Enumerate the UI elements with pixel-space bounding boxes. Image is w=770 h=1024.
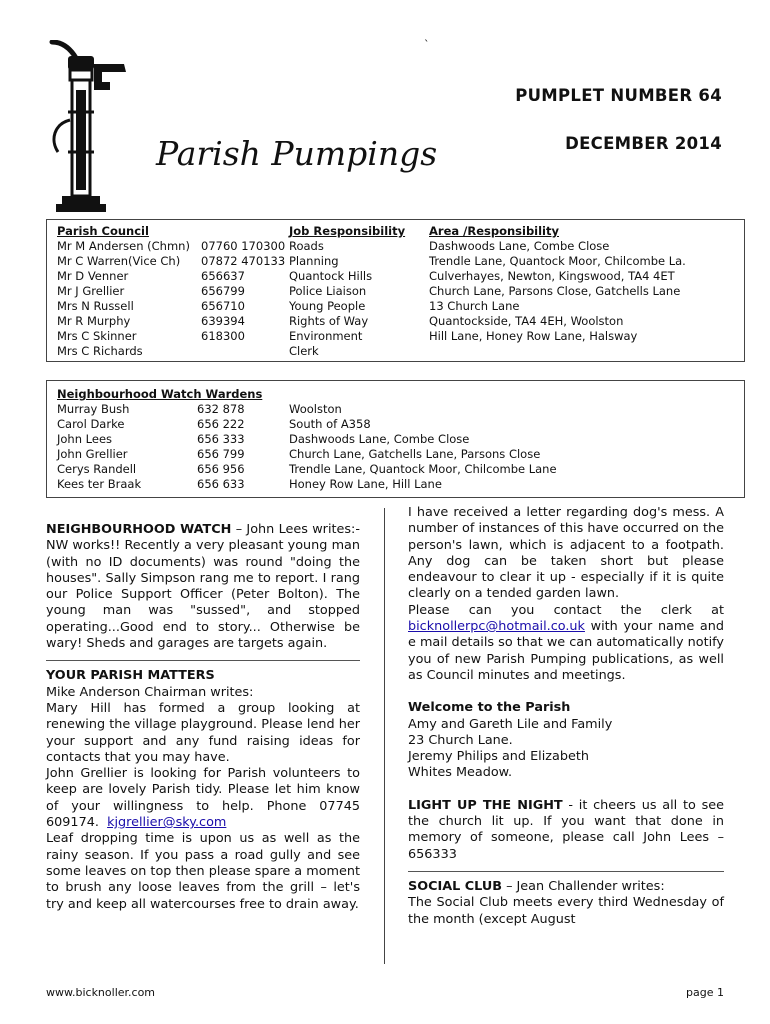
- contact-pre: Please can you contact the clerk at: [408, 602, 724, 618]
- member-area: Hill Lane, Honey Row Lane, Halsway: [429, 329, 638, 343]
- warden-area: Church Lane, Gatchells Lane, Parsons Close: [289, 447, 541, 461]
- social-heading: SOCIAL CLUB: [408, 878, 502, 894]
- warden-name: Cerys Randell: [57, 462, 137, 476]
- playground-paragraph: Mary Hill has formed a group looking at renewing the village playground. Please lend her your support and any fund raising ideas for contacts that you may have.: [46, 700, 360, 765]
- member-name: Mr D Venner: [57, 269, 129, 283]
- volunteers-text: John Grellier is looking for Parish volunteers to keep are lovely Parish tidy. Please let him know of your willingness to help. Phone 07745 609174.: [46, 766, 360, 831]
- header-parish-council: Parish Council: [57, 224, 149, 238]
- member-phone: 07760 170300: [201, 239, 286, 253]
- member-area: Culverhayes, Newton, Kingswood, TA4 4ET: [429, 269, 675, 283]
- member-phone: 07872 470133: [201, 254, 286, 268]
- table-header: [47, 387, 744, 402]
- table-header: [47, 224, 744, 239]
- table-row: [47, 329, 744, 344]
- table-row: [47, 284, 744, 299]
- table-row: [47, 269, 744, 284]
- warden-area: Woolston: [289, 402, 342, 416]
- member-area: Church Lane, Parsons Close, Gatchells Lane: [429, 284, 681, 298]
- member-job: Young People: [289, 299, 366, 313]
- footer-page-number: page 1: [686, 986, 724, 999]
- warden-area: Dashwoods Lane, Combe Close: [289, 432, 470, 446]
- member-name: Mrs C Skinner: [57, 329, 137, 343]
- member-area: Dashwoods Lane, Combe Close: [429, 239, 610, 253]
- member-job: Planning: [289, 254, 339, 268]
- member-job: Roads: [289, 239, 324, 253]
- member-phone: 656710: [201, 299, 245, 313]
- header-area: Area /Responsibility: [429, 224, 559, 238]
- contact-paragraph: [408, 603, 724, 684]
- warden-area: South of A358: [289, 417, 371, 431]
- parish-council-table: [46, 219, 745, 362]
- welcome-heading: Welcome to the Parish: [408, 700, 571, 716]
- grellier-email-link[interactable]: kjgrellier@sky.com: [107, 815, 227, 831]
- warden-name: John Lees: [57, 432, 113, 446]
- warden-phone: 632 878: [197, 402, 245, 416]
- social-byline: – Jean Challender writes:: [502, 878, 665, 894]
- table-row: [47, 417, 744, 432]
- member-name: Mrs N Russell: [57, 299, 134, 313]
- stray-mark: `: [424, 38, 430, 51]
- member-phone: 656637: [201, 269, 245, 283]
- table-row: [47, 314, 744, 329]
- warden-phone: 656 799: [197, 447, 245, 461]
- neighbourhood-watch-article: [46, 522, 360, 652]
- parish-matters-heading: YOUR PARISH MATTERS: [46, 668, 215, 684]
- member-area: Trendle Lane, Quantock Moor, Chilcombe La.: [429, 254, 686, 268]
- table-row: [47, 402, 744, 417]
- issue-number: PUMPLET NUMBER 64: [515, 86, 722, 105]
- member-name: Mrs C Richards: [57, 344, 143, 358]
- table-row: [47, 239, 744, 254]
- nw-heading: NEIGHBOURHOOD WATCH: [46, 522, 232, 537]
- member-phone: 639394: [201, 314, 245, 328]
- dog-mess-paragraph: I have received a letter regarding dog's mess. A number of instances of this have occurred on the person's lawn, which is adjacent to a footpath. Any dog can be taken short but please endeavour to clear it up - especially if it is quite clearly on a tended garden lawn.: [408, 505, 724, 602]
- warden-phone: 656 333: [197, 432, 245, 446]
- member-job: Police Liaison: [289, 284, 367, 298]
- warden-name: John Grellier: [57, 447, 128, 461]
- table-row: [47, 299, 744, 314]
- warden-area: Trendle Lane, Quantock Moor, Chilcombe Lane: [289, 462, 557, 476]
- right-column: [408, 505, 724, 928]
- member-phone: 618300: [201, 329, 245, 343]
- social-club-paragraph: The Social Club meets every third Wednesday of the month (except August: [408, 895, 724, 927]
- member-name: Mr J Grellier: [57, 284, 125, 298]
- masthead-logo: [40, 40, 438, 215]
- table-row: [47, 477, 744, 492]
- warden-area: Honey Row Lane, Hill Lane: [289, 477, 442, 491]
- issue-date: DECEMBER 2014: [565, 134, 722, 153]
- table-row: [47, 344, 744, 359]
- member-name: Mr C Warren(Vice Ch): [57, 254, 181, 268]
- warden-phone: 656 222: [197, 417, 245, 431]
- light-heading: LIGHT UP THE NIGHT: [408, 797, 563, 813]
- member-area: Quantockside, TA4 4EH, Woolston: [429, 314, 624, 328]
- light-up-paragraph: [408, 798, 724, 863]
- water-pump-icon: [40, 40, 150, 215]
- nw-text: – John Lees writes:- NW works!! Recently a very pleasant young man (with no ID documents) was round "doing the houses". Sally Simpson rang me to report. I rang our Police Support Officer (Peter Bolton). The young man was "sussed", and stopped operating...Good end to story... Otherwise be wary! Sheds and garages are targets again.: [46, 522, 360, 652]
- warden-phone: 656 956: [197, 462, 245, 476]
- table-row: [47, 254, 744, 269]
- member-job: Rights of Way: [289, 314, 369, 328]
- table-row: [47, 447, 744, 462]
- warden-name: Murray Bush: [57, 402, 130, 416]
- warden-phone: 656 633: [197, 477, 245, 491]
- clerk-email-link[interactable]: bicknollerpc@hotmail.co.uk: [408, 619, 585, 635]
- table-row: [47, 432, 744, 447]
- member-job: Clerk: [289, 344, 319, 358]
- welcome-line: Jeremy Philips and Elizabeth: [408, 749, 589, 765]
- neighbourhood-watch-table: [46, 380, 745, 498]
- social-club-byline: [408, 879, 724, 895]
- welcome-line: Whites Meadow.: [408, 765, 513, 781]
- member-name: Mr M Andersen (Chmn): [57, 239, 190, 253]
- left-column: [46, 522, 360, 913]
- light-text: - it cheers us all to see the church lit up. If you want that done in memory of someone, please call John Lees – 656333: [408, 797, 724, 862]
- volunteers-paragraph: [46, 766, 360, 831]
- member-job: Quantock Hills: [289, 269, 373, 283]
- column-divider: [384, 508, 385, 964]
- member-area: 13 Church Lane: [429, 299, 520, 313]
- welcome-line: 23 Church Lane.: [408, 732, 513, 748]
- header-job: Job Responsibility: [289, 224, 406, 238]
- contact-post: with your name and e mail details so that we can automatically notify you of new Parish Pumping publications, as well as Council minutes and meetings.: [408, 619, 724, 683]
- member-job: Environment: [289, 329, 363, 343]
- parish-matters-byline: Mike Anderson Chairman writes:: [46, 684, 254, 700]
- table-row: [47, 462, 744, 477]
- member-name: Mr R Murphy: [57, 314, 131, 328]
- warden-name: Kees ter Braak: [57, 477, 142, 491]
- logo-title: Parish Pumpings: [156, 134, 438, 173]
- warden-name: Carol Darke: [57, 417, 125, 431]
- header-wardens: Neighbourhood Watch Wardens: [57, 387, 263, 401]
- section-rule: [408, 871, 724, 872]
- member-phone: 656799: [201, 284, 245, 298]
- welcome-line: Amy and Gareth Lile and Family: [408, 716, 613, 732]
- footer-website[interactable]: www.bicknoller.com: [46, 986, 156, 999]
- leaf-paragraph: Leaf dropping time is upon us as well as the rainy season. If you pass a road gully and see some leaves on top then please spare a moment to brush any loose leaves from the grill – let's try and keep all watercourses free to drain away.: [46, 831, 360, 912]
- section-rule: [46, 660, 360, 661]
